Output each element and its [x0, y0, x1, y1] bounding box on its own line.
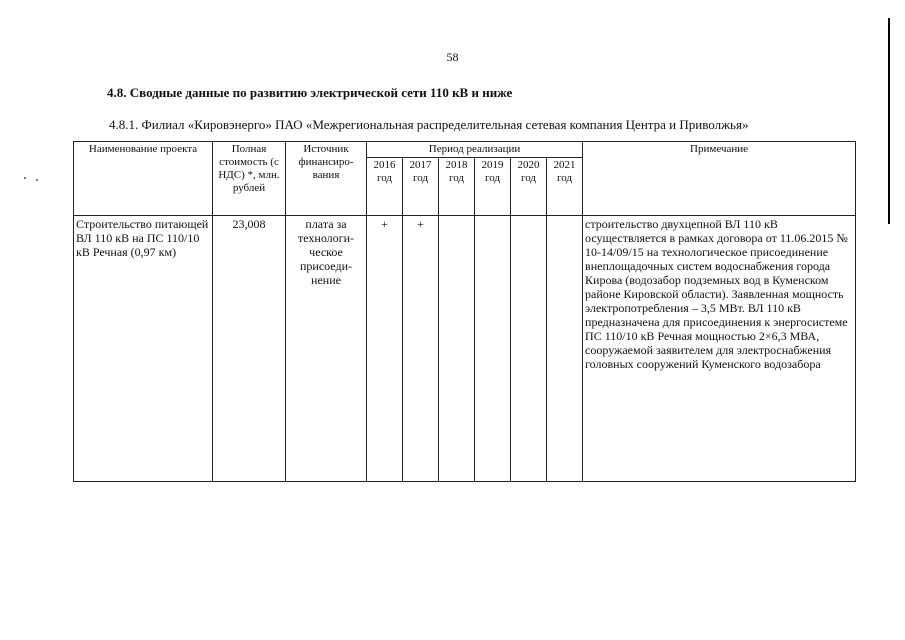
header-year-2021: 2021 год	[547, 158, 583, 216]
period-cell-2018	[439, 216, 475, 482]
project-cost-cell: 23,008	[213, 216, 286, 482]
header-note: Примечание	[583, 142, 856, 216]
header-year-2017: 2017 год	[403, 158, 439, 216]
scan-speck	[36, 179, 38, 181]
period-cell-2017: +	[403, 216, 439, 482]
note-cell: строительство двухцепной ВЛ 110 кВ осуществляется в рамках договора от 11.06.2015 № 10-14/09/15 на технологическое присоединение внеплощадочных систем водоснабжения города Кирова (водозабор подземных вод в Куменском районе Кировской области). Заявленная мощность электропотребления – 3,5 МВт. ВЛ 110 кВ предназначена для присоединения к энергосистеме ПС 110/10 кВ Речная мощностью 2×6,3 МВА, сооружаемой заявителем для электроснабжения головных сооружений Куменского водозабора	[583, 216, 856, 482]
project-name-cell: Строительство питающей ВЛ 110 кВ на ПС 110/10 кВ Речная (0,97 км)	[74, 216, 213, 482]
header-year-2019: 2019 год	[475, 158, 511, 216]
period-cell-2020	[511, 216, 547, 482]
scan-edge-bar	[888, 18, 890, 224]
header-funding-source: Источник финансиро-вания	[286, 142, 367, 216]
header-project-name: Наименование проекта	[74, 142, 213, 216]
header-period: Период реализации	[367, 142, 583, 158]
header-total-cost: Полная стоимость (с НДС) *, млн. рублей	[213, 142, 286, 216]
funding-source-cell: плата за технологи-ческое присоеди-нение	[286, 216, 367, 482]
projects-table	[73, 141, 856, 482]
subsection-heading: 4.8.1. Филиал «Кировэнерго» ПАО «Межрегиональная распределительная сетевая компания Центра и Приволжья»	[109, 117, 749, 132]
header-year-2020: 2020 год	[511, 158, 547, 216]
period-cell-2019	[475, 216, 511, 482]
scan-speck	[24, 177, 26, 179]
table-row	[74, 216, 856, 482]
period-cell-2021	[547, 216, 583, 482]
header-year-2016: 2016 год	[367, 158, 403, 216]
section-heading: 4.8. Сводные данные по развитию электрической сети 110 кВ и ниже	[107, 85, 513, 100]
period-cell-2016: +	[367, 216, 403, 482]
header-year-2018: 2018 год	[439, 158, 475, 216]
page-number: 58	[446, 50, 459, 64]
